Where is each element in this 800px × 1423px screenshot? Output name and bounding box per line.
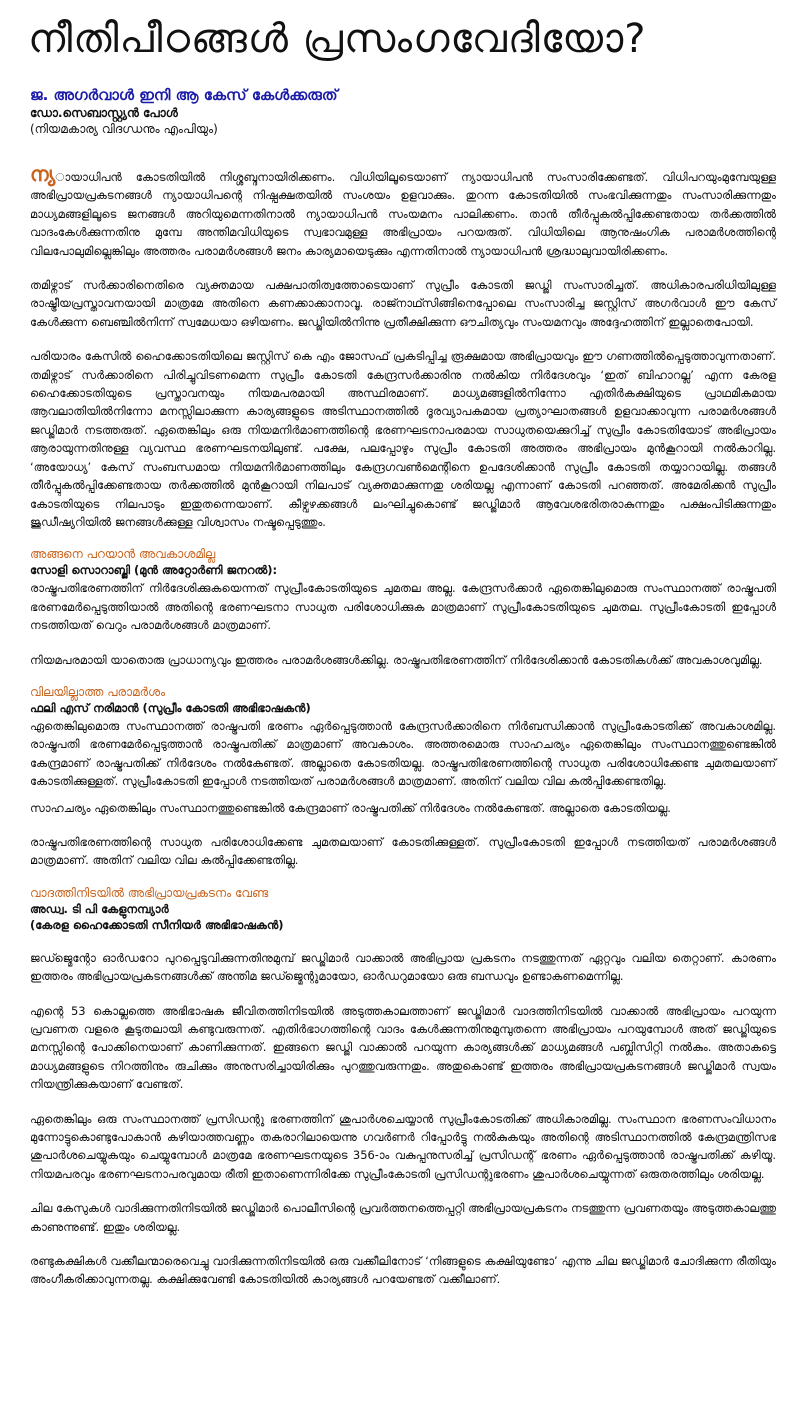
- section-paragraph: ഏതെങ്കിലും ഒരു സംസ്ഥാനത്ത് പ്രസിഡന്റു ഭരണത്തിന് ശുപാർശചെയ്യാൻ സുപ്രീംകോടതിക്ക് അധികാരമില്ല. സംസ്ഥാന ഭരണസംവിധാനം മുന്നോട്ടുകൊണ്ടുപോകാൻ കഴിയാത്തവണ്ണം തകരാറിലായെന്നു ഗവർണർ റിപ്പോർട്ടു നൽകുകയും അതിന്റെ അടിസ്ഥാനത്തിൽ കേന്ദ്രമന്ത്രിസഭ ശുപാർശചെയ്യുകയും ചെയ്യുമ്പോൾ മാത്രമേ ഭരണഘടനയുടെ 356-ാം വകുപ്പനുസരിച്ച് പ്രസിഡന്റ് ഭരണം ഏർപ്പെടുത്താൻ രാഷ്ട്രപതിക്ക് കഴിയൂ. നിയമപരവും ഭരണഘടനാപരവുമായ രീതി ഇതാണെന്നിരിക്കേ സുപ്രീംകോടതി പ്രസിഡന്റുഭരണം ശുപാർശചെയ്യുന്നത് ഒരുതരത്തിലും ശരിയല്ല.: [30, 1111, 776, 1181]
- section-byline: സോളി സൊറാബ്ജി (മുൻ അറ്റോർണി ജനറൽ):: [30, 563, 278, 578]
- section-paragraph: രാഷ്ട്രപതിഭരണത്തിന്റെ സാധുത പരിശോധിക്കേണ്ട ചുമതലയാണ് കോടതിക്കുള്ളത്. സുപ്രീംകോടതി ഇപ്പോൾ നടത്തിയത് പരാമർശങ്ങൾ മാത്രമാണ്. അതിന് വലിയ വില കൽപ്പിക്കേണ്ടതില്ല.: [30, 834, 776, 868]
- paragraph-text: ായാധിപൻ കോടതിയിൽ നിശ്ശബ്ദനായിരിക്കണം. വിധിയിലൂടെയാണ് ന്യായാധിപൻ സംസാരിക്കേണ്ടത്. വിധിപറയുംമുമ്പേയുള്ള അഭിപ്രായപ്രകടനങ്ങൾ ന്യായാധിപന്റെ നിഷ്പക്ഷതയിൽ സംശയം ഉളവാക്കും. തുറന്ന കോടതിയിൽ സംഭവിക്കുന്നതും സംസാരിക്കുന്നതും മാധ്യമങ്ങളിലൂടെ ജനങ്ങൾ അറിയുമെന്നതിനാൽ ന്യായാധിപൻ സംയമനം പാലിക്കണം. താൻ തീർപ്പുകൽപ്പിക്കേണ്ടതായ തർക്കത്തിൽ വാദംകേൾക്കുന്നതിനു മുമ്പേ അന്തിമവിധിയുടെ സ്വഭാവമുള്ള അഭിപ്രായം പറയരുത്. വിധിയിലെ ആനുഷംഗിക പരാമർശത്തിന്റെ വിലപോലുമില്ലെങ്കിലും അത്തരം പരാമർശങ്ങൾ ജനം കാര്യമായെടുക്കും എന്നതിനാൽ ന്യായാധിപൻ ശ്രദ്ധാലുവായിരിക്കണം.: [30, 170, 776, 258]
- dropcap: ന്യ: [30, 162, 56, 186]
- main-paragraph-3: പരിയാരം കേസിൽ ഹൈക്കോടതിയിലെ ജസ്റ്റിസ് കെ എം ജോസഫ് പ്രകടിപ്പിച്ച രൂക്ഷമായ അഭിപ്രായവും ഈ ഗണത്തിൽപ്പെടുത്താവുന്നതാണ്. തമിഴ്നാട് സർക്കാരിനെ പിരിച്ചുവിടണമെന്ന സുപ്രീം കോടതി കേന്ദ്രസർക്കാരിനു നൽകിയ നിർദേശവും ‘ഇത് ബിഹാറല്ല’ എന്ന കേരള ഹൈക്കോടതിയുടെ പ്രസ്താവനയും നിയമപരമായി അസ്ഥിരമാണ്. മാധ്യമങ്ങളിൽനിന്നോ എതിർകക്ഷിയുടെ പ്രാഥമികമായ ആവലാതിയിൽനിന്നോ മനസ്സിലാക്കുന്ന കാര്യങ്ങളുടെ അടിസ്ഥാനത്തിൽ ദൂരവ്യാപകമായ പ്രത്യാഘാതങ്ങൾ ഉളവാക്കാവുന്ന പരാമർശങ്ങൾ ജഡ്ജിമാർ നടത്തരുത്. ഏതെങ്കിലും ഒരു നിയമനിർമാണത്തിന്റെ ഭരണഘടനാപരമായ സാധുതയെക്കുറിച്ച് സുപ്രീം കോടതിയോട് അഭിപ്രായം ആരായുന്നതിനുള്ള വ്യവസ്ഥ ഭരണഘടനയിലുണ്ട്. പക്ഷേ, പലപ്പോഴും സുപ്രീം കോടതി അത്തരം അഭിപ്രായം മുൻകൂറായി നൽകാറില്ല. ‘അയോധ്യ’ കേസ് സംബന്ധമായ നിയമനിർമാണത്തിലും കേന്ദ്രഗവൺമെന്റിനെ ഉപദേശിക്കാൻ സുപ്രീം കോടതി തയ്യാറായില്ല. തങ്ങൾ തീർപ്പുകൽപ്പിക്കേണ്ടതായ തർക്കത്തിൽ മുൻകൂറായി നിലപാട് വ്യക്തമാക്കുന്നതു ശരിയല്ല എന്നാണ് കോടതി പറഞ്ഞത്. അമേരിക്കൻ സുപ്രീം കോടതിയുടെ നിലപാടും ഇതുതന്നെയാണ്. കീഴ്വഴക്കങ്ങൾ ലംഘിച്ചുകൊണ്ട് ജഡ്ജിമാർ ആവേശഭരിതരാകുന്നതും പക്ഷംപിടിക്കുന്നതും ജുഡീഷ്യറിയിൽ ജനങ്ങൾക്കുള്ള വിശ്വാസം നഷ്ടപ്പെടുത്തും.: [30, 349, 776, 529]
- section-byline: അഡ്വ. ടി പി കേളുനമ്പ്യാർ: [30, 901, 169, 916]
- main-article: [24, 162, 776, 531]
- section-heading: അങ്ങനെ പറയാൻ അവകാശമില്ല: [30, 547, 216, 562]
- section-heading: വിലയില്ലാത്ത പരാമർശം: [30, 684, 166, 699]
- section-byline: ഫലി എസ് നരിമാൻ (സുപ്രീം കോടതി അഭിഭാഷകൻ): [30, 700, 311, 715]
- section-paragraph: രണ്ടുകക്ഷികൾ വക്കീലന്മാരെവെച്ചു വാദിക്കുന്നതിനിടയിൽ ഒരു വക്കീലിനോട് ‘നിങ്ങളുടെ കക്ഷിയുണ്ടോ’ എന്നു ചില ജഡ്ജിമാർ ചോദിക്കുന്ന രീതിയും അംഗീകരിക്കാവുന്നതല്ല. കക്ഷിക്കുവേണ്ടി കോടതിയിൽ കാര്യങ്ങൾ പറയേണ്ടത് വക്കീലാണ്.: [30, 1254, 776, 1287]
- section-paragraph: എന്റെ 53 കൊല്ലത്തെ അഭിഭാഷക ജീവിതത്തിനിടയിൽ അടുത്തകാലത്താണ് ജഡ്ജിമാർ വാദത്തിനിടയിൽ വാക്കാൽ അഭിപ്രായം പറയുന്ന പ്രവണത വളരെ കൂടുതലായി കണ്ടുവരുന്നത്. എതിർഭാഗത്തിന്റെ വാദം കേൾക്കുന്നതിനുമുമ്പുതന്നെ അഭിപ്രായം പറയുമ്പോൾ അത് ജഡ്ജിയുടെ മനസ്സിന്റെ പോക്കിനെയാണ് കാണിക്കുന്നത്. ഇങ്ങനെ ജഡ്ജി വാക്കാൽ പറയുന്ന കാര്യങ്ങൾക്ക് മാധ്യമങ്ങൾ പബ്ലിസിറ്റി നൽകും. അതാകട്ടെ മാധ്യമങ്ങളുടെ നിറത്തിനും രുചിക്കും അനുസരിച്ചായിരിക്കും പുറത്തുവരുന്നതും. അതുകൊണ്ട് ഇത്തരം അഭിപ്രായപ്രകടനങ്ങൾ ജഡ്ജിമാർ സ്വയം നിയന്ത്രിക്കുകയാണ് വേണ്ടത്.: [30, 1003, 776, 1092]
- main-author: ഡോ.സെബാസ്റ്റ്യൻ പോൾ: [30, 106, 178, 120]
- main-subtitle: ജ. അഗർവാൾ ഇനി ആ കേസ് കേൾക്കരുത്: [30, 86, 338, 104]
- section-paragraph: രാഷ്ട്രപതിഭരണത്തിന് നിർദേശിക്കുകയെന്നത് സുപ്രീംകോടതിയുടെ ചുമതല അല്ല. കേന്ദ്രസർക്കാർ ഏതെങ്കിലുമൊരു സംസ്ഥാനത്ത് രാഷ്ട്രപതി ഭരണമേർപ്പെടുത്തിയാൽ അതിന്റെ ഭരണഘടനാ സാധുത പരിശോധിക്കുക മാത്രമാണ് സുപ്രീംകോടതിയുടെ ചുമതല. സുപ്രീംകോടതി ഇപ്പോൾ നടത്തിയത് വെറും പരാമർശങ്ങൾ മാത്രമാണ്.: [30, 581, 776, 633]
- section-heading: വാദത്തിനിടയിൽ അഭിപ്രായപ്രകടനം വേണ്ട: [30, 885, 269, 900]
- section-paragraph: സാഹചര്യം ഏതെങ്കിലും സംസ്ഥാനത്തുണ്ടെങ്കിൽ കേന്ദ്രമാണ് രാഷ്ട്രപതിക്ക് നിർദേശം നൽകേണ്ടത്. അല്ലാതെ കോടതിയല്ല.: [30, 800, 671, 815]
- section-paragraph: നിയമപരമായി യാതൊരു പ്രാധാന്യവും ഇത്തരം പരാമർശങ്ങൾക്കില്ല. രാഷ്ട്രപതിഭരണത്തിന് നിർദേശിക്കാൻ കോടതികൾക്ക് അവകാശവുമില്ല.: [30, 652, 763, 667]
- section-kelunambiar: [24, 886, 776, 1289]
- main-author-role: (നിയമകാര്യ വിദഗ്ധനും എംപിയും): [30, 122, 218, 136]
- section-byline-role: (കേരള ഹൈക്കോടതി സീനിയർ അഭിഭാഷകൻ): [30, 917, 284, 932]
- headline: നീതിപീഠങ്ങൾ പ്രസംഗവേദിയോ?: [28, 16, 647, 62]
- section-sorabjee: [24, 547, 776, 669]
- section-nariman: [24, 685, 776, 870]
- section-paragraph: ജഡ്ജ്മെന്റോ ഓർഡറോ പുറപ്പെടുവിക്കുന്നതിനുമുമ്പ് ജഡ്ജിമാർ വാക്കാൽ അഭിപ്രായ പ്രകടനം നടത്തുന്നത് ഏറ്റവും വലിയ തെറ്റാണ്. കാരണം ഇത്തരം അഭിപ്രായപ്രകടനങ്ങൾക്ക് അന്തിമ ജഡ്ജ്മെന്റുമായോ, ഓർഡറുമായോ ഒരു ബന്ധവും ഉണ്ടാകണമെന്നില്ല.: [30, 950, 776, 984]
- main-paragraph-1: [30, 162, 776, 260]
- section-paragraph: ഏതെങ്കിലുമൊരു സംസ്ഥാനത്ത് രാഷ്ട്രപതി ഭരണം ഏർപ്പെടുത്താൻ കേന്ദ്രസർക്കാരിനെ നിർബന്ധിക്കാൻ സുപ്രീംകോടതിക്ക് അവകാശമില്ല. രാഷ്ട്രപതി ഭരണമേർപ്പെടുത്താൻ രാഷ്ട്രപതിക്ക് മാത്രമാണ് അവകാശം. അത്തരമൊരു സാഹചര്യം ഏതെങ്കിലും സംസ്ഥാനത്തുണ്ടെങ്കിൽ കേന്ദ്രമാണ് രാഷ്ട്രപതിക്ക് നിർദേശം നൽകേണ്ടത്. അല്ലാതെ കോടതിയല്ല. രാഷ്ട്രപതിഭരണത്തിന്റെ സാധുത പരിശോധിക്കേണ്ട ചുമതലയാണ് കോടതിക്കുള്ളത്. സുപ്രീംകോടതി ഇപ്പോൾ നടത്തിയത് പരാമർശങ്ങൾ മാത്രമാണ്. അതിന് വലിയ വില കൽപ്പിക്കേണ്ടതില്ല.: [30, 718, 776, 789]
- main-paragraph-2: തമിഴ്നാട് സർക്കാരിനെതിരെ വ്യക്തമായ പക്ഷപാതിത്വത്തോടെയാണ് സുപ്രീം കോടതി ജഡ്ജി സംസാരിച്ചത്. അധികാരപരിധിയിലുള്ള രാഷ്ട്രീയപ്രസ്താവനയായി മാത്രമേ അതിനെ കണക്കാക്കാനാവൂ. രാജ്നാഥ്സിങ്ങിനെപ്പോലെ സംസാരിച്ച ജസ്റ്റിസ് അഗർവാൾ ഈ കേസ് കേൾക്കുന്ന ബെഞ്ചിൽനിന്ന് സ്വമേധയാ ഒഴിയണം. ജഡ്ജിയിൽനിന്നു പ്രതീക്ഷിക്കുന്ന ഔചിത്യവും സംയമനവും അദ്ദേഹത്തിന് ഇല്ലാതെപോയി.: [30, 278, 776, 329]
- section-paragraph: ചില കേസുകൾ വാദിക്കുന്നതിനിടയിൽ ജഡ്ജിമാർ പൊലീസിന്റെ പ്രവർത്തനത്തെപ്പറ്റി അഭിപ്രായപ്രകടനം നടത്തുന്ന പ്രവണതയും അടുത്തകാലത്തു കാണുന്നുണ്ട്. ഇതും ശരിയല്ല.: [30, 1201, 776, 1234]
